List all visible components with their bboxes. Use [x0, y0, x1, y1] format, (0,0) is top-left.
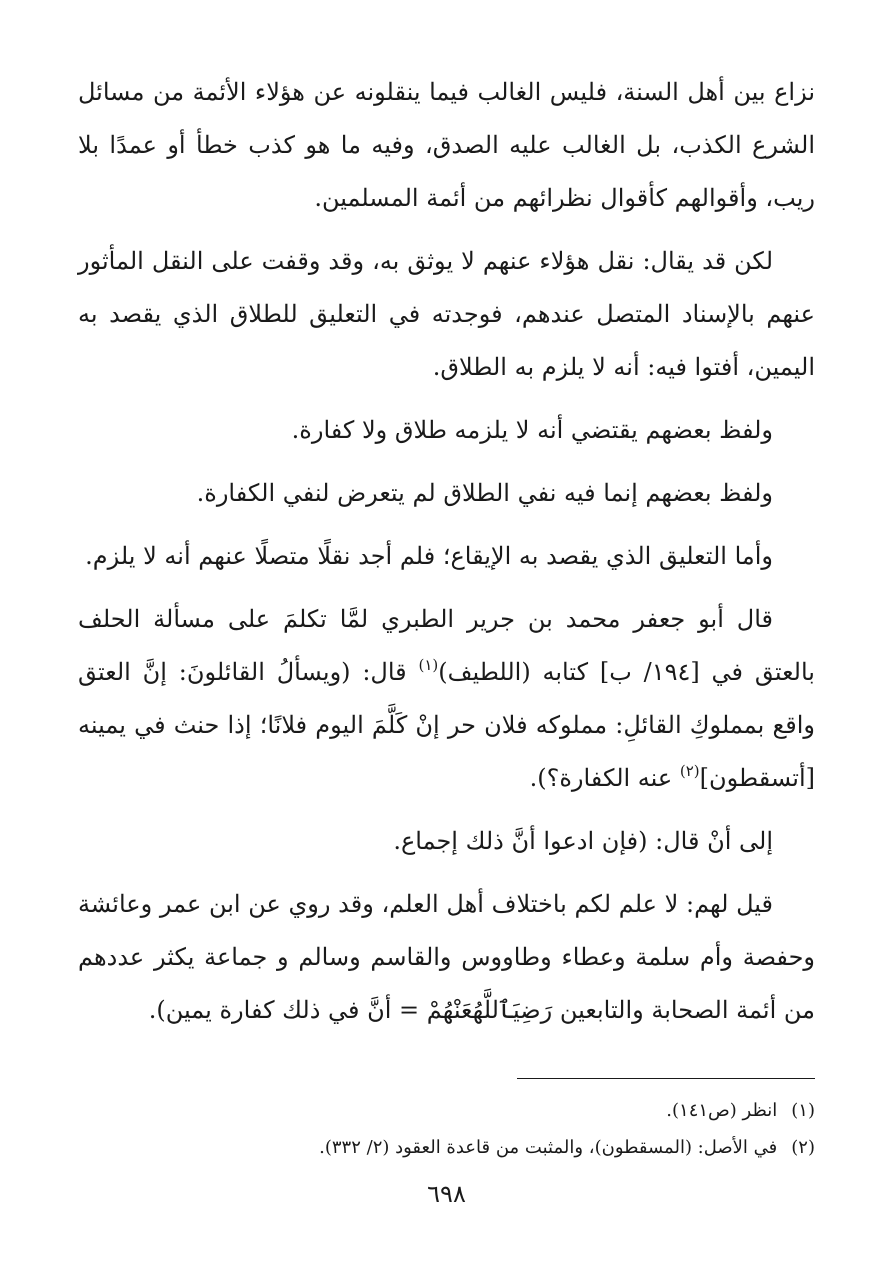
paragraph-text: عنه الكفارة؟).: [529, 764, 680, 792]
paragraph: لكن قد يقال: نقل هؤلاء عنهم لا يوثق به، وقد وقفت على النقل المأثور عنهم بالإسناد المتصل عندهم، فوجدته في التعليق للطلاق الذي يقصد به اليمين، أفتوا فيه: أنه لا يلزم به الطلاق.: [78, 247, 815, 381]
footnote: [78, 1092, 815, 1129]
footnote-ref-2: (٢): [679, 762, 700, 780]
main-text: [78, 66, 815, 1047]
page-number: ٦٩٨: [427, 1180, 466, 1208]
paragraph-with-footnotes: [78, 593, 815, 805]
paragraph: وأما التعليق الذي يقصد به الإيقاع؛ فلم أجد نقلًا متصلًا عنهم أنه لا يلزم.: [85, 542, 773, 570]
paragraph: ولفظ بعضهم يقتضي أنه لا يلزمه طلاق ولا كفارة.: [291, 416, 773, 444]
footnote-number: (٢): [791, 1137, 815, 1158]
footnote: [78, 1129, 815, 1166]
footnote-divider: [517, 1078, 815, 1079]
footnote-number: (١): [791, 1100, 815, 1121]
footnote-text: انظر (ص١٤١).: [666, 1100, 778, 1121]
footnote-text: في الأصل: (المسقطون)، والمثبت من قاعدة العقود (٢/ ٣٣٢).: [319, 1137, 778, 1158]
paragraph: قيل لهم: لا علم لكم باختلاف أهل العلم، وقد روي عن ابن عمر وعائشة وحفصة وأم سلمة وعطاء وطاووس والقاسم وسالم و جماعة يكثر عددهم من أئمة الصحابة والتابعين رَضِيَٱللَّهُعَنْهُمْ = أنَّ في ذلك كفارة يمين).: [78, 890, 815, 1024]
paragraph: ولفظ بعضهم إنما فيه نفي الطلاق لم يتعرض لنفي الكفارة.: [196, 479, 773, 507]
paragraph-text: قال أبو جعفر محمد بن جرير الطبري لمَّا تكلمَ على مسألة الحلف بالعتق في [١٩٤/ ب] كتابه (اللطيف): [78, 605, 815, 686]
paragraph-text: قال: (ويسألُ القائلونَ: إنَّ العتق واقع بمملوكِ القائلِ: مملوكه فلان حر إنْ كَلَّمَ اليوم فلانًا؛ إذا حنث في يمينه [أتسقطون]: [78, 658, 815, 792]
footnotes: [78, 1092, 815, 1166]
footnote-ref-1: (١): [418, 656, 439, 674]
paragraph: إلى أنْ قال: (فإن ادعوا أنَّ ذلك إجماع.: [393, 827, 773, 855]
paragraph: نزاع بين أهل السنة، فليس الغالب فيما ينقلونه عن هؤلاء الأئمة من مسائل الشرع الكذب، بل الغالب عليه الصدق، وفيه ما هو كذب خطأ أو عمدًا بلا ريب، وأقوالهم كأقوال نظرائهم من أئمة المسلمين.: [78, 78, 815, 212]
